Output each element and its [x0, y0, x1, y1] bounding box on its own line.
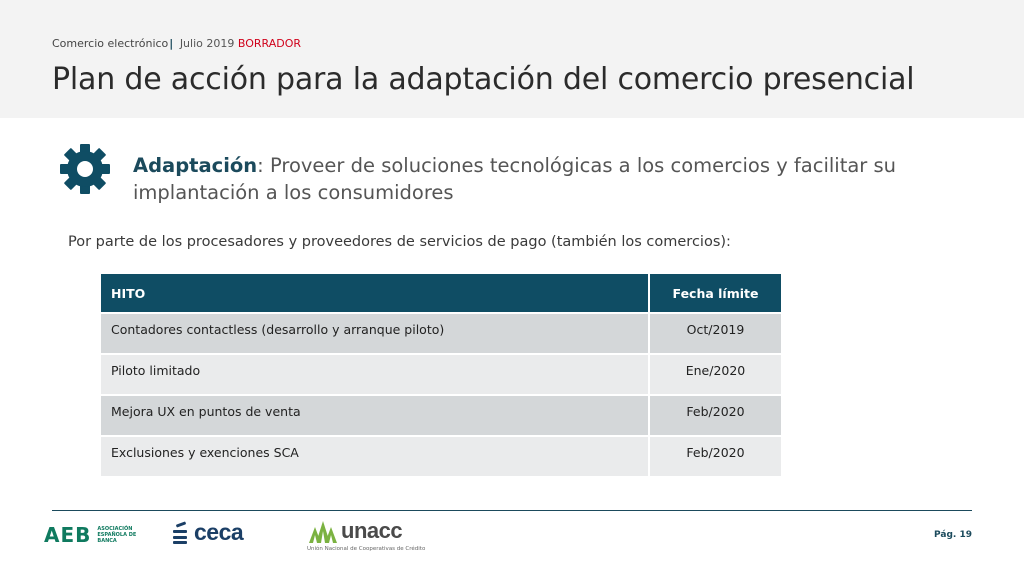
table-header-row [101, 274, 783, 314]
column-header-deadline: Fecha límite [650, 274, 783, 314]
milestones-table [101, 274, 783, 478]
table-row [101, 396, 783, 437]
milestone-cell: Contadores contactless (desarrollo y arranque piloto) [101, 314, 650, 355]
gear-icon [58, 142, 112, 196]
breadcrumb-section: Comercio electrónico [52, 37, 169, 50]
table-row [101, 437, 783, 478]
footer-divider [52, 510, 972, 511]
column-header-milestone: HITO [101, 274, 650, 314]
breadcrumb-separator: | [169, 37, 174, 50]
aeb-logo-text: ASOCIACIÓN ESPAÑOLA DE BANCA [97, 526, 137, 544]
breadcrumb [52, 37, 301, 50]
page-title: Plan de acción para la adaptación del comercio presencial [52, 62, 915, 97]
deadline-cell: Oct/2019 [650, 314, 783, 355]
objective-text [133, 152, 953, 206]
milestone-cell: Exclusiones y exenciones SCA [101, 437, 650, 478]
page-number: Pág. 19 [934, 530, 972, 540]
unacc-logo-text: unacc [341, 518, 403, 543]
ceca-logo-text: ceca [194, 519, 244, 545]
aeb-logo [44, 520, 137, 550]
deadline-cell: Feb/2020 [650, 437, 783, 478]
unacc-logo-mark [307, 519, 339, 545]
objective-label: Adaptación [133, 154, 258, 177]
ceca-logo-mark [172, 521, 190, 545]
breadcrumb-date: Julio 2019 [179, 37, 235, 50]
table-row [101, 355, 783, 396]
milestone-cell: Mejora UX en puntos de venta [101, 396, 650, 437]
table-row [101, 314, 783, 355]
objective-description: : Proveer de soluciones tecnológicas a los comercios y facilitar su implantación a los consumidores [133, 154, 897, 204]
intro-text: Por parte de los procesadores y proveedores de servicios de pago (también los comercios): [68, 234, 731, 250]
milestone-cell: Piloto limitado [101, 355, 650, 396]
draft-badge: BORRADOR [237, 37, 302, 50]
aeb-logo-mark: AEB [44, 523, 92, 547]
slide-header [0, 0, 1024, 118]
unacc-tagline: Unión Nacional de Cooperativas de Crédito [307, 546, 426, 552]
ceca-logo [172, 519, 243, 546]
deadline-cell: Feb/2020 [650, 396, 783, 437]
deadline-cell: Ene/2020 [650, 355, 783, 396]
unacc-logo [307, 518, 427, 558]
